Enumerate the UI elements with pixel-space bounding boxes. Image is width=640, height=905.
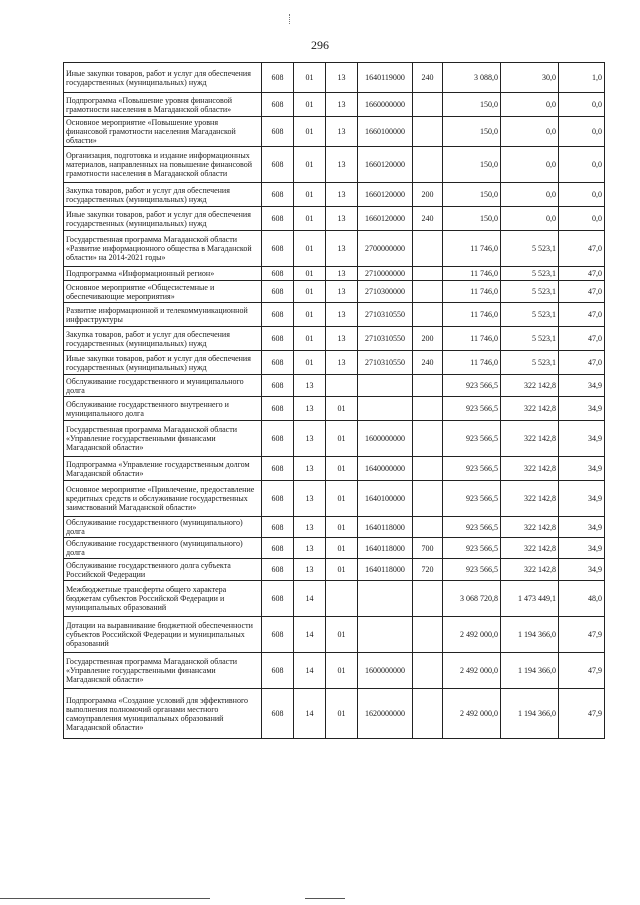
table-row — [64, 147, 605, 183]
plan-amount: 150,0 — [443, 117, 501, 147]
target-code: 1640118000 — [358, 517, 413, 538]
row-name: Межбюджетные трансферты общего характера бюджетам субъектов Российской Федерации и муниципальных образований — [64, 581, 262, 617]
expense-type-code — [413, 147, 443, 183]
target-code: 1600000000 — [358, 421, 413, 457]
ministry-code: 608 — [262, 231, 294, 267]
table-row — [64, 93, 605, 117]
target-code: 1620000000 — [358, 689, 413, 739]
execution-percent: 0,0 — [559, 183, 605, 207]
plan-amount: 923 566,5 — [443, 559, 501, 581]
row-name: Подпрограмма «Повышение уровня финансовой грамотности населения в Магаданской области» — [64, 93, 262, 117]
target-code: 1660100000 — [358, 117, 413, 147]
plan-amount: 923 566,5 — [443, 538, 501, 559]
ministry-code: 608 — [262, 117, 294, 147]
ministry-code: 608 — [262, 93, 294, 117]
row-name: Иные закупки товаров, работ и услуг для обеспечения государственных (муниципальных) нужд — [64, 351, 262, 375]
expense-type-code — [413, 117, 443, 147]
subsection-code: 01 — [326, 397, 358, 421]
execution-percent: 34,9 — [559, 517, 605, 538]
fact-amount: 5 523,1 — [501, 351, 559, 375]
fact-amount: 322 142,8 — [501, 559, 559, 581]
execution-percent: 47,0 — [559, 281, 605, 303]
row-name: Обслуживание государственного внутреннего и муниципального долга — [64, 397, 262, 421]
table-row — [64, 231, 605, 267]
plan-amount: 3 088,0 — [443, 63, 501, 93]
fact-amount: 322 142,8 — [501, 375, 559, 397]
section-code: 01 — [294, 183, 326, 207]
section-code: 01 — [294, 267, 326, 281]
expense-type-code — [413, 581, 443, 617]
ministry-code: 608 — [262, 481, 294, 517]
row-name: Государственная программа Магаданской области «Развитие информационного общества в Магаданской области» на 2014-2021 годы» — [64, 231, 262, 267]
ministry-code: 608 — [262, 327, 294, 351]
subsection-code: 01 — [326, 457, 358, 481]
expense-type-code — [413, 93, 443, 117]
subsection-code: 13 — [326, 351, 358, 375]
row-name: Закупка товаров, работ и услуг для обеспечения государственных (муниципальных) нужд — [64, 183, 262, 207]
subsection-code: 13 — [326, 63, 358, 93]
footer-rule-left — [0, 898, 210, 899]
expense-type-code — [413, 397, 443, 421]
expense-type-code — [413, 421, 443, 457]
target-code: 1640119000 — [358, 63, 413, 93]
expense-type-code — [413, 653, 443, 689]
footer-rule-right — [305, 898, 345, 899]
target-code: 2710310550 — [358, 351, 413, 375]
subsection-code: 13 — [326, 117, 358, 147]
section-code: 01 — [294, 327, 326, 351]
target-code — [358, 375, 413, 397]
plan-amount: 2 492 000,0 — [443, 617, 501, 653]
subsection-code: 13 — [326, 93, 358, 117]
ministry-code: 608 — [262, 375, 294, 397]
table-row — [64, 617, 605, 653]
row-name: Иные закупки товаров, работ и услуг для обеспечения государственных (муниципальных) нужд — [64, 207, 262, 231]
subsection-code: 13 — [326, 267, 358, 281]
ministry-code: 608 — [262, 303, 294, 327]
ministry-code: 608 — [262, 559, 294, 581]
row-name: Обслуживание государственного и муниципального долга — [64, 375, 262, 397]
section-code: 14 — [294, 617, 326, 653]
plan-amount: 3 068 720,8 — [443, 581, 501, 617]
expense-type-code: 720 — [413, 559, 443, 581]
expense-type-code — [413, 281, 443, 303]
table-row — [64, 281, 605, 303]
fact-amount: 5 523,1 — [501, 231, 559, 267]
row-name: Основное мероприятие «Повышение уровня финансовой грамотности населения Магаданской области» — [64, 117, 262, 147]
section-code: 01 — [294, 117, 326, 147]
fact-amount: 322 142,8 — [501, 397, 559, 421]
fact-amount: 322 142,8 — [501, 421, 559, 457]
row-name: Основное мероприятие «Привлечение, предоставление кредитных средств и обслуживание государственных заимствований Магаданской области» — [64, 481, 262, 517]
ministry-code: 608 — [262, 281, 294, 303]
table-row — [64, 421, 605, 457]
execution-percent: 34,9 — [559, 457, 605, 481]
subsection-code: 13 — [326, 183, 358, 207]
section-code: 01 — [294, 231, 326, 267]
row-name: Обслуживание государственного (муниципального) долга — [64, 538, 262, 559]
target-code: 1660000000 — [358, 93, 413, 117]
execution-percent: 1,0 — [559, 63, 605, 93]
row-name: Основное мероприятие «Общесистемные и обеспечивающие мероприятия» — [64, 281, 262, 303]
expense-type-code — [413, 375, 443, 397]
expense-type-code — [413, 517, 443, 538]
ministry-code: 608 — [262, 147, 294, 183]
subsection-code: 13 — [326, 303, 358, 327]
fact-amount: 0,0 — [501, 207, 559, 231]
target-code: 1640118000 — [358, 559, 413, 581]
execution-percent: 34,9 — [559, 397, 605, 421]
budget-table — [63, 62, 605, 739]
fact-amount: 1 194 366,0 — [501, 689, 559, 739]
target-code: 2710310550 — [358, 327, 413, 351]
subsection-code — [326, 375, 358, 397]
table-row — [64, 457, 605, 481]
section-code: 13 — [294, 397, 326, 421]
section-code: 01 — [294, 207, 326, 231]
table-row — [64, 63, 605, 93]
table-row — [64, 538, 605, 559]
plan-amount: 11 746,0 — [443, 351, 501, 375]
section-code: 01 — [294, 351, 326, 375]
fact-amount: 5 523,1 — [501, 327, 559, 351]
section-code: 01 — [294, 281, 326, 303]
subsection-code: 13 — [326, 281, 358, 303]
plan-amount: 11 746,0 — [443, 281, 501, 303]
subsection-code: 01 — [326, 653, 358, 689]
execution-percent: 47,0 — [559, 351, 605, 375]
fact-amount: 0,0 — [501, 147, 559, 183]
ministry-code: 608 — [262, 617, 294, 653]
table-row — [64, 375, 605, 397]
execution-percent: 0,0 — [559, 117, 605, 147]
table-body — [64, 63, 605, 739]
subsection-code: 01 — [326, 689, 358, 739]
section-code: 14 — [294, 581, 326, 617]
fact-amount: 5 523,1 — [501, 281, 559, 303]
plan-amount: 150,0 — [443, 147, 501, 183]
fact-amount: 1 473 449,1 — [501, 581, 559, 617]
section-code: 01 — [294, 303, 326, 327]
target-code: 2710300000 — [358, 281, 413, 303]
section-code: 14 — [294, 689, 326, 739]
plan-amount: 150,0 — [443, 183, 501, 207]
target-code: 2700000000 — [358, 231, 413, 267]
ministry-code: 608 — [262, 421, 294, 457]
plan-amount: 923 566,5 — [443, 457, 501, 481]
plan-amount: 923 566,5 — [443, 481, 501, 517]
ministry-code: 608 — [262, 351, 294, 375]
plan-amount: 150,0 — [443, 93, 501, 117]
expense-type-code: 240 — [413, 207, 443, 231]
table-row — [64, 517, 605, 538]
section-code: 01 — [294, 93, 326, 117]
table-row — [64, 183, 605, 207]
subsection-code: 01 — [326, 421, 358, 457]
table-row — [64, 117, 605, 147]
target-code: 2710310550 — [358, 303, 413, 327]
section-code: 01 — [294, 63, 326, 93]
row-name: Государственная программа Магаданской области «Управление государственными финансами Магаданской области» — [64, 653, 262, 689]
plan-amount: 11 746,0 — [443, 231, 501, 267]
subsection-code: 01 — [326, 517, 358, 538]
target-code — [358, 397, 413, 421]
table-row — [64, 397, 605, 421]
fact-amount: 5 523,1 — [501, 267, 559, 281]
plan-amount: 2 492 000,0 — [443, 689, 501, 739]
execution-percent: 48,0 — [559, 581, 605, 617]
target-code: 1660120000 — [358, 147, 413, 183]
table-row — [64, 351, 605, 375]
section-code: 13 — [294, 421, 326, 457]
subsection-code — [326, 581, 358, 617]
ministry-code: 608 — [262, 207, 294, 231]
fact-amount: 322 142,8 — [501, 517, 559, 538]
target-code: 2710000000 — [358, 267, 413, 281]
ministry-code: 608 — [262, 267, 294, 281]
execution-percent: 0,0 — [559, 93, 605, 117]
expense-type-code: 200 — [413, 327, 443, 351]
subsection-code: 13 — [326, 231, 358, 267]
section-code: 14 — [294, 653, 326, 689]
execution-percent: 47,0 — [559, 231, 605, 267]
expense-type-code — [413, 267, 443, 281]
plan-amount: 150,0 — [443, 207, 501, 231]
target-code — [358, 617, 413, 653]
row-name: Подпрограмма «Создание условий для эффективного выполнения полномочий органами местного самоуправления муниципальных образований Магаданской области» — [64, 689, 262, 739]
expense-type-code — [413, 303, 443, 327]
ministry-code: 608 — [262, 63, 294, 93]
execution-percent: 34,9 — [559, 421, 605, 457]
row-name: Обслуживание государственного (муниципального) долга — [64, 517, 262, 538]
execution-percent: 47,9 — [559, 689, 605, 739]
target-code — [358, 581, 413, 617]
expense-type-code: 200 — [413, 183, 443, 207]
expense-type-code: 700 — [413, 538, 443, 559]
row-name: Развитие информационной и телекоммуникационной инфраструктуры — [64, 303, 262, 327]
subsection-code: 01 — [326, 481, 358, 517]
row-name: Дотации на выравнивание бюджетной обеспеченности субъектов Российской Федерации и муниципальных образований — [64, 617, 262, 653]
section-code: 13 — [294, 457, 326, 481]
fact-amount: 322 142,8 — [501, 538, 559, 559]
expense-type-code — [413, 457, 443, 481]
expense-type-code: 240 — [413, 351, 443, 375]
row-name: Подпрограмма «Информационный регион» — [64, 267, 262, 281]
table-row — [64, 581, 605, 617]
target-code: 1660120000 — [358, 207, 413, 231]
plan-amount: 923 566,5 — [443, 375, 501, 397]
expense-type-code — [413, 481, 443, 517]
subsection-code: 01 — [326, 617, 358, 653]
ministry-code: 608 — [262, 538, 294, 559]
execution-percent: 47,9 — [559, 617, 605, 653]
plan-amount: 11 746,0 — [443, 303, 501, 327]
fact-amount: 322 142,8 — [501, 481, 559, 517]
fact-amount: 1 194 366,0 — [501, 653, 559, 689]
scan-mark — [289, 14, 291, 24]
table-row — [64, 559, 605, 581]
table-row — [64, 267, 605, 281]
execution-percent: 47,9 — [559, 653, 605, 689]
plan-amount: 11 746,0 — [443, 327, 501, 351]
execution-percent: 34,9 — [559, 375, 605, 397]
subsection-code: 01 — [326, 559, 358, 581]
fact-amount: 30,0 — [501, 63, 559, 93]
table-row — [64, 207, 605, 231]
execution-percent: 47,0 — [559, 303, 605, 327]
ministry-code: 608 — [262, 581, 294, 617]
row-name: Государственная программа Магаданской области «Управление государственными финансами Магаданской области» — [64, 421, 262, 457]
plan-amount: 923 566,5 — [443, 517, 501, 538]
fact-amount: 0,0 — [501, 183, 559, 207]
execution-percent: 47,0 — [559, 267, 605, 281]
plan-amount: 923 566,5 — [443, 421, 501, 457]
section-code: 13 — [294, 538, 326, 559]
target-code: 1640000000 — [358, 457, 413, 481]
section-code: 13 — [294, 517, 326, 538]
plan-amount: 2 492 000,0 — [443, 653, 501, 689]
fact-amount: 5 523,1 — [501, 303, 559, 327]
target-code: 1640100000 — [358, 481, 413, 517]
expense-type-code — [413, 617, 443, 653]
ministry-code: 608 — [262, 689, 294, 739]
fact-amount: 1 194 366,0 — [501, 617, 559, 653]
target-code: 1600000000 — [358, 653, 413, 689]
fact-amount: 0,0 — [501, 117, 559, 147]
section-code: 13 — [294, 375, 326, 397]
ministry-code: 608 — [262, 397, 294, 421]
table-row — [64, 481, 605, 517]
plan-amount: 923 566,5 — [443, 397, 501, 421]
section-code: 01 — [294, 147, 326, 183]
ministry-code: 608 — [262, 183, 294, 207]
execution-percent: 34,9 — [559, 538, 605, 559]
row-name: Организация, подготовка и издание информационных материалов, направленных на повышение финансовой грамотности населения в Магаданской области — [64, 147, 262, 183]
expense-type-code — [413, 689, 443, 739]
expense-type-code: 240 — [413, 63, 443, 93]
row-name: Иные закупки товаров, работ и услуг для обеспечения государственных (муниципальных) нужд — [64, 63, 262, 93]
expense-type-code — [413, 231, 443, 267]
section-code: 13 — [294, 481, 326, 517]
page-number: 296 — [311, 38, 329, 52]
section-code: 13 — [294, 559, 326, 581]
target-code: 1660120000 — [358, 183, 413, 207]
subsection-code: 13 — [326, 327, 358, 351]
table-row — [64, 303, 605, 327]
execution-percent: 34,9 — [559, 559, 605, 581]
ministry-code: 608 — [262, 517, 294, 538]
execution-percent: 34,9 — [559, 481, 605, 517]
row-name: Обслуживание государственного долга субъекта Российской Федерации — [64, 559, 262, 581]
ministry-code: 608 — [262, 457, 294, 481]
row-name: Подпрограмма «Управление государственным долгом Магаданской области» — [64, 457, 262, 481]
table-row — [64, 689, 605, 739]
fact-amount: 0,0 — [501, 93, 559, 117]
execution-percent: 47,0 — [559, 327, 605, 351]
plan-amount: 11 746,0 — [443, 267, 501, 281]
ministry-code: 608 — [262, 653, 294, 689]
execution-percent: 0,0 — [559, 207, 605, 231]
subsection-code: 01 — [326, 538, 358, 559]
table-row — [64, 327, 605, 351]
fact-amount: 322 142,8 — [501, 457, 559, 481]
subsection-code: 13 — [326, 147, 358, 183]
target-code: 1640118000 — [358, 538, 413, 559]
row-name: Закупка товаров, работ и услуг для обеспечения государственных (муниципальных) нужд — [64, 327, 262, 351]
subsection-code: 13 — [326, 207, 358, 231]
execution-percent: 0,0 — [559, 147, 605, 183]
table-row — [64, 653, 605, 689]
